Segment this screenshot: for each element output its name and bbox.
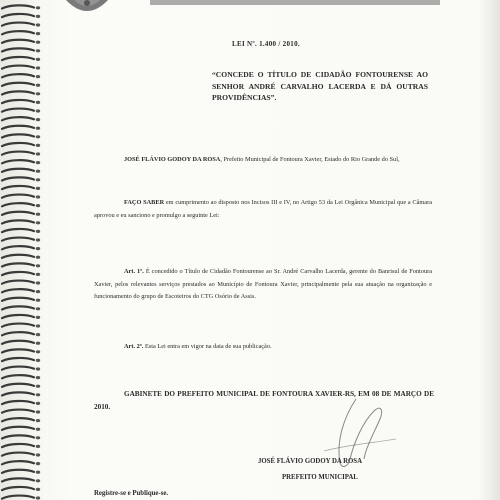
binding-hole (36, 342, 40, 345)
binding-coil (2, 255, 34, 258)
binding-hole (36, 453, 40, 456)
binding-hole (36, 273, 40, 276)
binding-coil (2, 5, 34, 8)
binding-hole (36, 290, 40, 293)
binding-hole (36, 127, 40, 130)
binding-coil (2, 31, 34, 34)
binding-coil (2, 134, 34, 137)
intro-paragraph (94, 154, 432, 167)
binding-hole (36, 58, 40, 61)
binding-hole (36, 410, 40, 413)
binding-coil (2, 74, 34, 77)
binding-coil (2, 152, 34, 155)
binding-coil (2, 367, 34, 370)
binding-hole (36, 393, 40, 396)
binding-hole (36, 187, 40, 190)
faco-saber-lead: FAÇO SABER (124, 199, 165, 206)
signatory-name: JOSÉ FLÁVIO GODOY DA ROSA (258, 458, 362, 465)
binding-coil (2, 410, 34, 413)
binding-coil (2, 66, 34, 69)
binding-coil (2, 453, 34, 456)
binding-coil (2, 220, 34, 223)
binding-hole (36, 445, 40, 448)
register-note: Registre-se e Publique-se. (94, 490, 169, 497)
binding-hole (36, 324, 40, 327)
signatory-title: PREFEITO MUNICIPAL (282, 474, 358, 481)
binding-coil (2, 496, 34, 499)
municipal-crest-icon (62, 0, 112, 16)
binding-hole (36, 101, 40, 104)
binding-coil (2, 470, 34, 473)
faco-saber-paragraph (94, 197, 432, 222)
binding-hole (36, 23, 40, 26)
binding-coil (2, 281, 34, 284)
article-1 (94, 266, 432, 304)
binding-hole (36, 32, 40, 35)
binding-coil (2, 48, 34, 51)
binding-hole (36, 221, 40, 224)
binding-coil (2, 289, 34, 292)
binding-hole (36, 471, 40, 474)
binding-coil (2, 444, 34, 447)
law-number: LEI Nº. 1.400 / 2010. (232, 40, 300, 48)
binding-hole (36, 264, 40, 267)
mayor-name: JOSÉ FLÁVIO GODOY DA ROSA (124, 156, 221, 163)
binding-coil (2, 186, 34, 189)
article-2-lead: Art. 2º. (124, 343, 144, 350)
binding-hole (36, 281, 40, 284)
binding-coil (2, 384, 34, 387)
binding-coil (2, 23, 34, 26)
letterhead-band (150, 0, 440, 5)
binding-hole (36, 428, 40, 431)
binding-coil (2, 315, 34, 318)
binding-coil (2, 461, 34, 464)
binding-hole (36, 385, 40, 388)
binding-hole (36, 66, 40, 69)
binding-coil (2, 126, 34, 129)
binding-coil (2, 418, 34, 421)
binding-hole (36, 75, 40, 78)
binding-coil (2, 100, 34, 103)
binding-coil (2, 487, 34, 490)
law-summary: “CONCEDE O TÍTULO DE CIDADÃO FONTOURENSE AO SENHOR ANDRÉ CARVALHO LACERDA E DÁ OUTRAS PROVIDÊNCIAS”. (212, 70, 428, 103)
binding-coil (2, 435, 34, 438)
binding-coil (2, 349, 34, 352)
binding-hole (36, 92, 40, 95)
faco-saber-text: em cumprimento ao disposto nos Incisos III e IV, no Artigo 53 da Lei Orgânica Municipal que a Câmara aprovou e eu sanciono e promulgo a seguinte Lei: (94, 199, 432, 219)
binding-hole (36, 462, 40, 465)
binding-hole (36, 376, 40, 379)
binding-hole (36, 195, 40, 198)
binding-coil (2, 324, 34, 327)
binding-hole (36, 402, 40, 405)
binding-hole (36, 316, 40, 319)
binding-hole (36, 419, 40, 422)
article-2-text: Esta Lei entra em vigor na data de sua publicação. (143, 343, 272, 350)
binding-hole (36, 350, 40, 353)
binding-hole (36, 488, 40, 491)
article-1-text: É concedido o Título de Cidadão Fontourense ao Sr. André Carvalho Lacerda, gerente do Banrisul de Fontoura Xavier, pelos relevantes serviços prestados ao Município de Fontoura Xavier, principalmente pela sua atuação na organização e funcionamento do grupo de Escoteiros do CTG Osório de Assis. (94, 268, 432, 301)
binding-coil (2, 91, 34, 94)
binding-coil (2, 83, 34, 86)
binding-coil (2, 229, 34, 232)
binding-hole (36, 256, 40, 259)
binding-hole (36, 170, 40, 173)
binding-hole (36, 118, 40, 121)
binding-coil (2, 306, 34, 309)
binding-hole (36, 152, 40, 155)
binding-hole (36, 230, 40, 233)
binding-coil (2, 246, 34, 249)
binding-coil (2, 143, 34, 146)
binding-hole (36, 496, 40, 499)
binding-coil (2, 212, 34, 215)
binding-coil (2, 14, 34, 17)
binding-hole (36, 359, 40, 362)
binding-hole (36, 41, 40, 44)
binding-hole (36, 49, 40, 52)
binding-coil (2, 40, 34, 43)
binding-hole (36, 135, 40, 138)
binding-coil (2, 203, 34, 206)
binding-hole (36, 6, 40, 9)
binding-hole (36, 247, 40, 250)
binding-coil (2, 263, 34, 266)
binding-hole (36, 479, 40, 482)
binding-hole (36, 367, 40, 370)
binding-coil (2, 401, 34, 404)
binding-coil (2, 57, 34, 60)
binding-coil (2, 177, 34, 180)
binding-hole (36, 436, 40, 439)
binding-coil (2, 238, 34, 241)
spiral-binding (0, 0, 44, 500)
binding-coil (2, 332, 34, 335)
article-2 (94, 341, 432, 354)
intro-text: , Prefeito Municipal de Fontoura Xavier, Estado do Rio Grande do Sul, (220, 156, 400, 163)
binding-hole (36, 299, 40, 302)
binding-coil (2, 358, 34, 361)
binding-hole (36, 161, 40, 164)
binding-hole (36, 238, 40, 241)
gabinete-text: GABINETE DO PREFEITO MUNICIPAL DE FONTOURA XAVIER-RS, EM 08 DE MARÇO DE 2010. (94, 390, 434, 411)
binding-hole (36, 307, 40, 310)
binding-hole (36, 84, 40, 87)
binding-coil (2, 392, 34, 395)
binding-coil (2, 195, 34, 198)
binding-hole (36, 178, 40, 181)
binding-coil (2, 341, 34, 344)
article-1-lead: Art. 1º. (124, 268, 144, 275)
binding-coil (2, 272, 34, 275)
page-shadow (478, 0, 500, 500)
binding-coil (2, 109, 34, 112)
binding-coil (2, 117, 34, 120)
binding-hole (36, 144, 40, 147)
binding-coil (2, 427, 34, 430)
binding-hole (36, 15, 40, 18)
binding-coil (2, 298, 34, 301)
binding-coil (2, 169, 34, 172)
binding-hole (36, 109, 40, 112)
binding-hole (36, 204, 40, 207)
binding-hole (36, 213, 40, 216)
binding-coil (2, 478, 34, 481)
binding-coil (2, 160, 34, 163)
binding-hole (36, 333, 40, 336)
binding-coil (2, 375, 34, 378)
